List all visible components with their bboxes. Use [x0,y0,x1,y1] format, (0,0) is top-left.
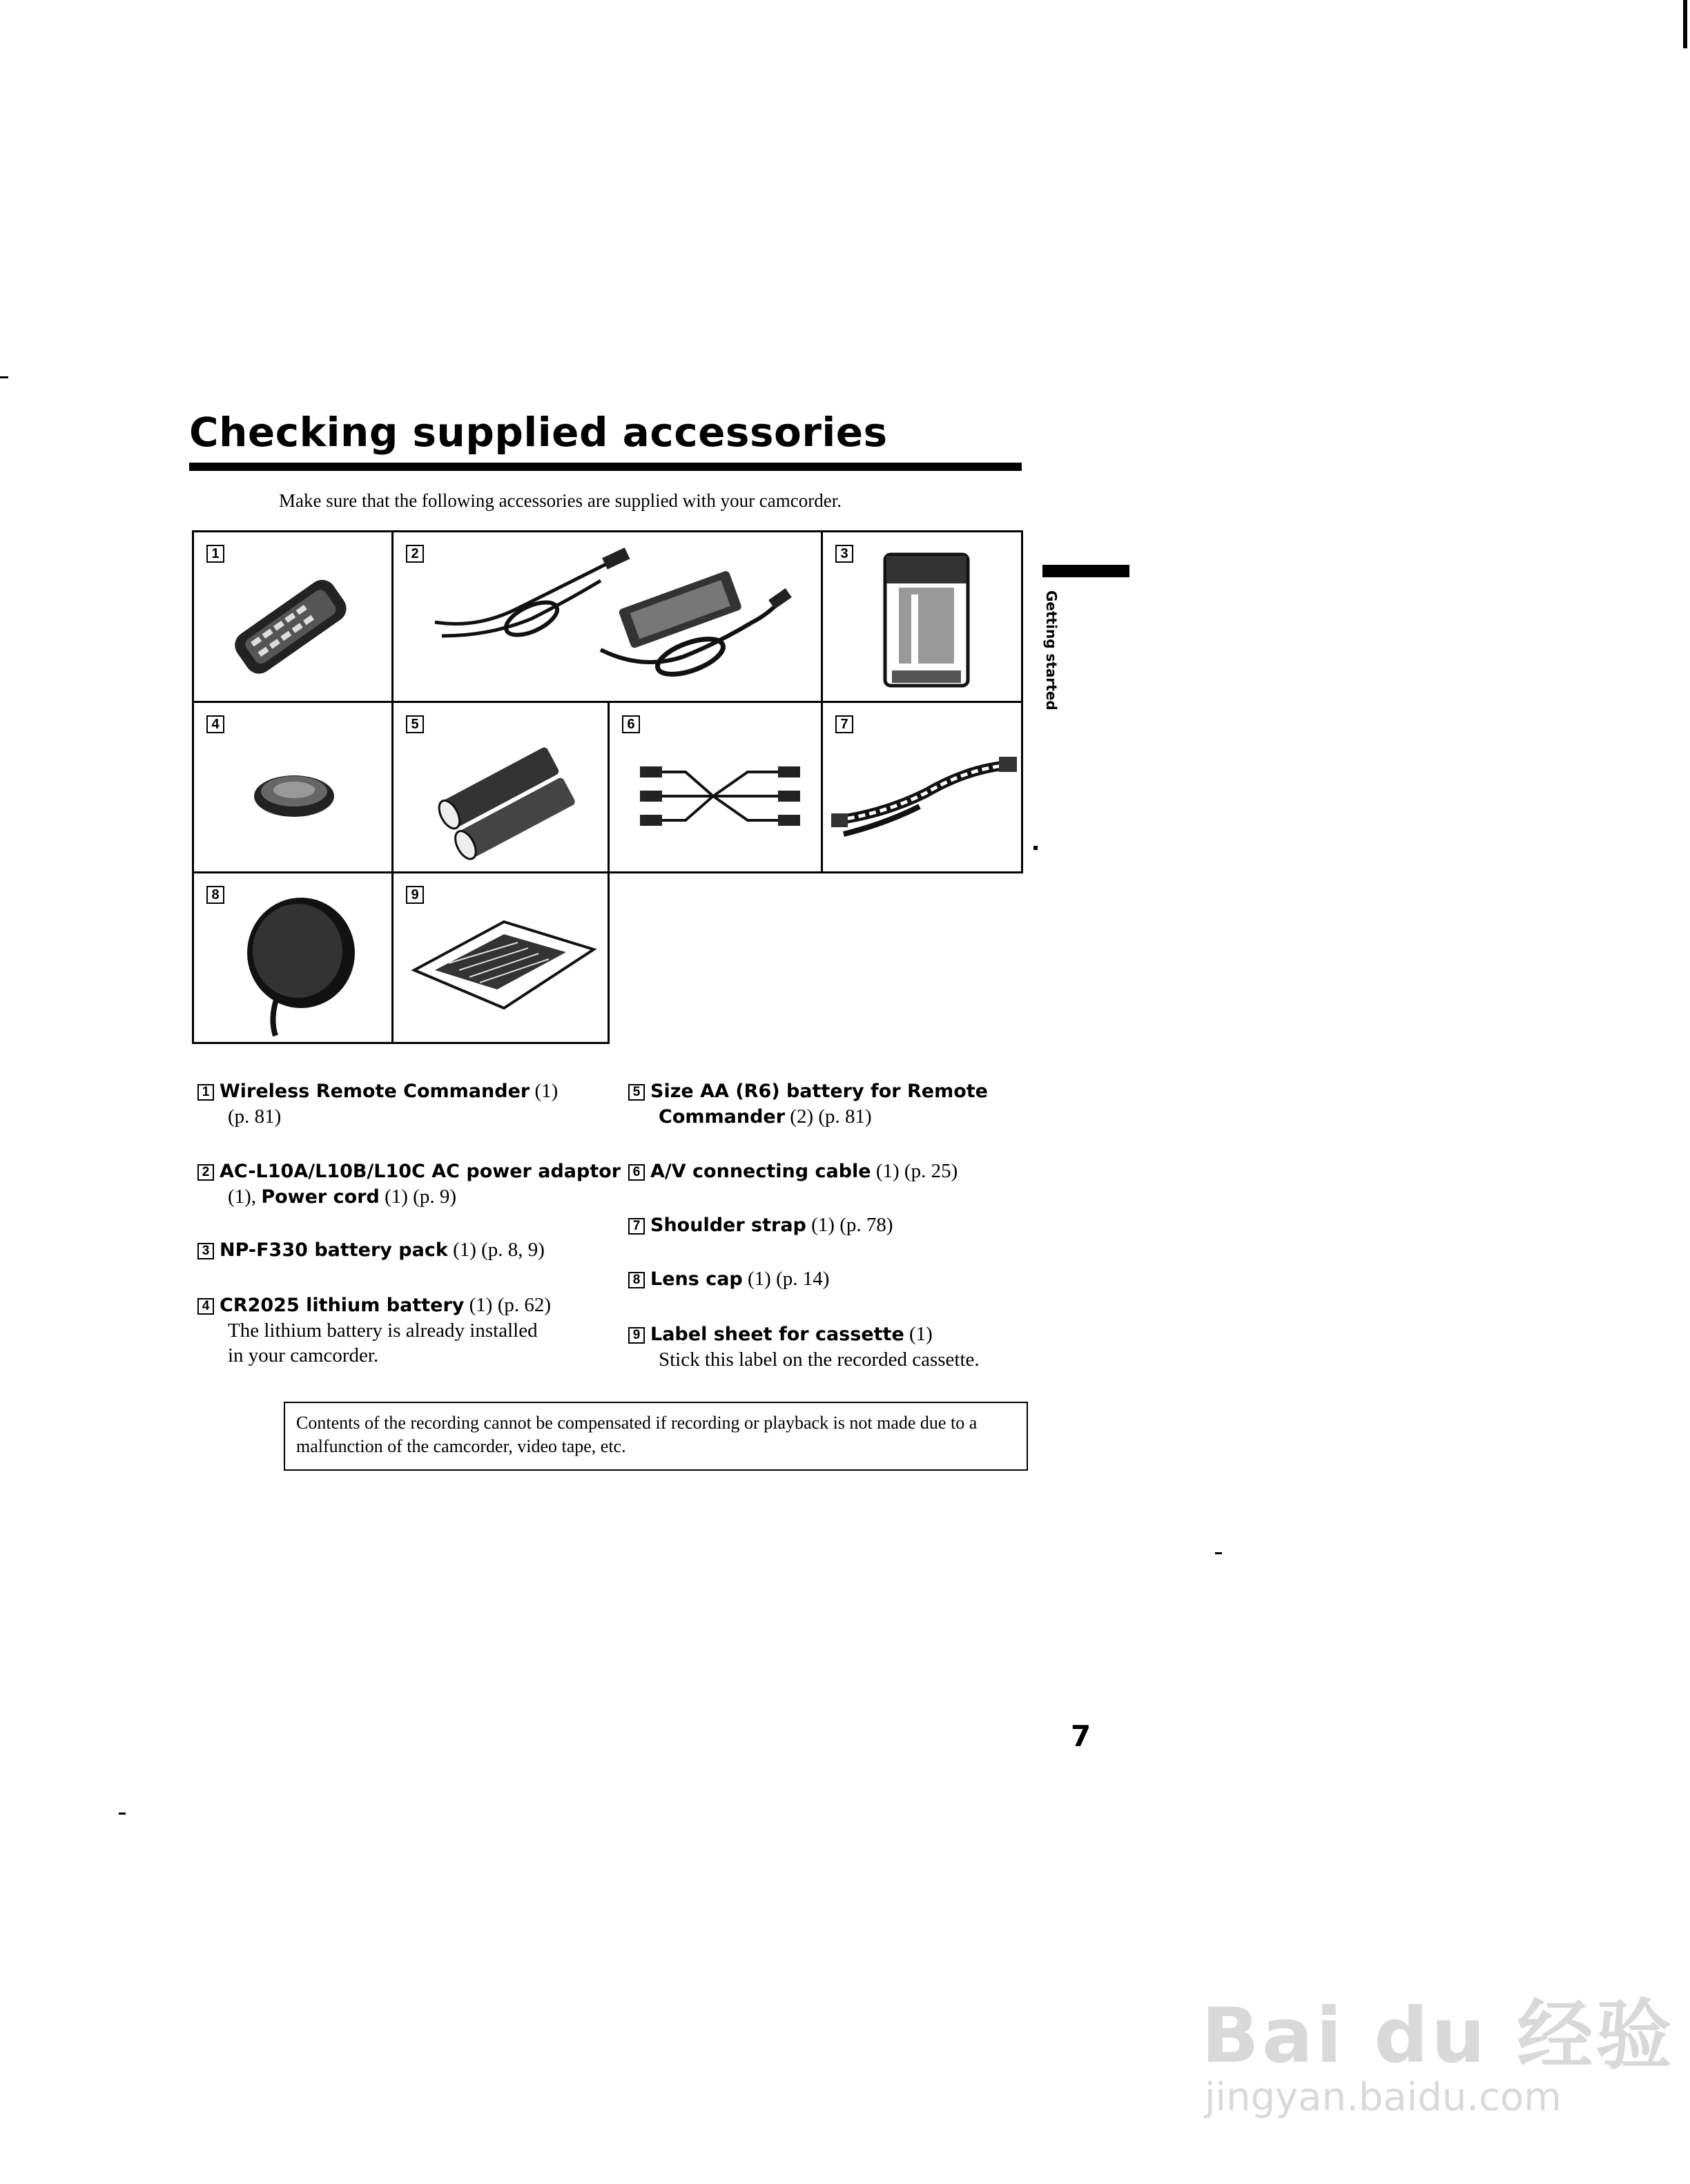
cell-number: 1 [206,545,224,563]
notice-box: Contents of the recording cannot be compensated if recording or playback is not made due to a malfunction of the camcorder, video tape, etc. [284,1402,1028,1471]
cell-number: 3 [835,545,853,563]
battery-pack-icon [823,532,1025,705]
list-item: 9 Label sheet for cassette (1) Stick this label on the recorded cassette. [628,1322,1029,1372]
cell-number: 6 [622,715,640,733]
accessory-cell-6 [608,701,823,873]
list-item: 1 Wireless Remote Commander (1) (p. 81) [197,1079,598,1129]
remote-commander-icon [194,532,396,705]
list-item: 6 A/V connecting cable (1) (p. 25) [628,1159,1029,1184]
aa-batteries-icon [394,703,612,876]
cell-number: 5 [406,715,424,733]
section-tab-label: Getting started [1043,590,1060,711]
list-item: 5 Size AA (R6) battery for Remote Commander (2) (p. 81) [628,1079,1029,1130]
list-item: 3 NP-F330 battery pack (1) (p. 8, 9) [197,1237,598,1263]
scan-speck [119,1813,126,1815]
cell-number: 9 [406,886,424,904]
cell-number: 2 [406,545,424,563]
cell-number: 8 [206,886,224,904]
baidu-watermark-logo: Bai du 经验 [1201,1991,1675,2080]
accessory-cell-7 [821,701,1023,873]
list-item: 7 Shoulder strap (1) (p. 78) [628,1212,1029,1238]
accessory-cell-8 [192,871,394,1044]
cell-number: 4 [206,715,224,733]
av-cable-icon [610,703,825,876]
label-sheet-icon [394,873,612,1046]
page-title: Checking supplied accessories [189,409,888,456]
section-tab-marker [1042,565,1129,577]
shoulder-strap-icon [823,703,1025,876]
page-number: 7 [1071,1719,1091,1753]
baidu-watermark-url: jingyan.baidu.com [1205,2075,1562,2120]
list-item: 4 CR2025 lithium battery (1) (p. 62) The lithium battery is already installed in your camcorder. [197,1293,598,1368]
scan-speck [1033,846,1038,850]
accessory-cell-4 [192,701,394,873]
cell-number: 7 [835,715,853,733]
scan-speck [1215,1552,1222,1554]
scan-edge-mark [1683,0,1687,48]
accessory-cell-9 [391,871,610,1044]
accessory-cell-5 [391,701,610,873]
lens-cap-icon [194,873,396,1046]
intro-text: Make sure that the following accessories are supplied with your camcorder. [279,490,842,511]
accessory-cell-3 [821,530,1023,703]
list-item: 8 Lens cap (1) (p. 14) [628,1266,1029,1292]
list-item: 2 AC-L10A/L10B/L10C AC power adaptor (1), Power cord (1) (p. 9) [197,1159,625,1210]
accessory-cell-2 [391,530,823,703]
ac-power-adaptor-icon [394,532,825,705]
accessory-cell-1 [192,530,394,703]
title-rule [189,463,1022,471]
scan-edge-mark [0,376,8,378]
lithium-battery-icon [194,703,396,876]
